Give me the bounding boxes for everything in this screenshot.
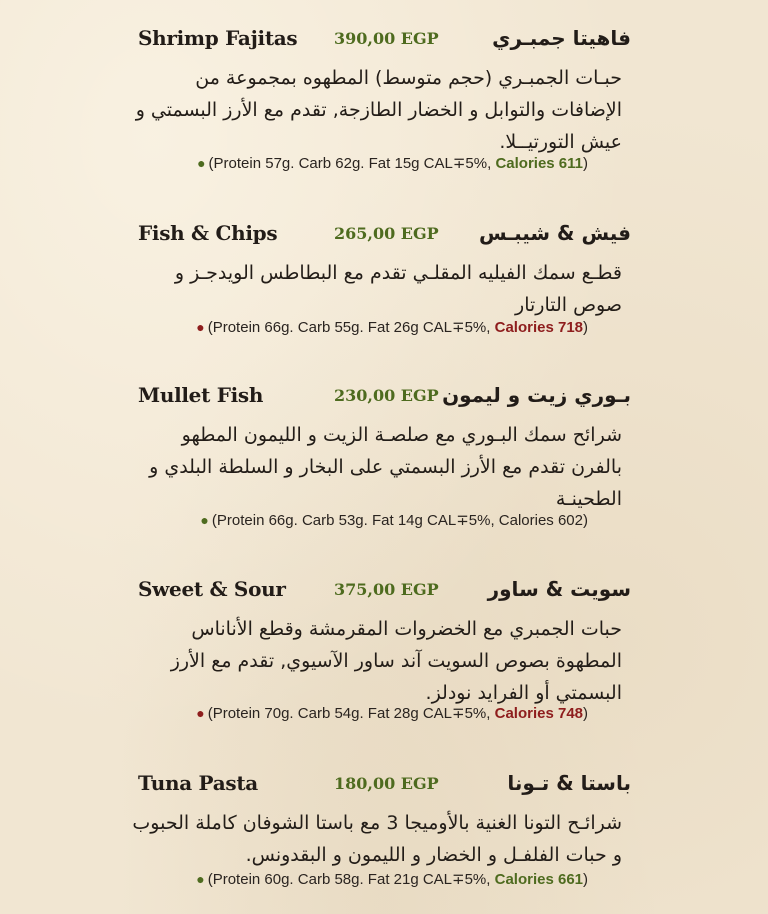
bullet-dot-icon: ● [196, 705, 205, 721]
dish-name-english: Mullet Fish [138, 383, 264, 407]
nutrition-close: ) [583, 155, 588, 172]
menu-item-header [0, 221, 768, 261]
bullet-dot-icon: ● [197, 155, 206, 171]
calories-value: Calories 718 [494, 319, 583, 336]
dish-price: 265,00 EGP [334, 224, 439, 243]
nutrition-info [196, 318, 588, 336]
dish-description: شرائـح التونا الغنية بالأوميجا 3 مع باستا الشوفان كاملة الحبوب و حبات الفلفـل و الخضار و الليمون و البقدونس. [132, 812, 622, 866]
nutrition-info [196, 704, 588, 722]
nutrition-macros: (Protein 70g. Carb 54g. Fat 28g CAL∓5%, [207, 705, 495, 722]
nutrition-close: ) [583, 705, 588, 722]
dish-name-arabic: سويت & ساور [487, 577, 631, 601]
nutrition-macros: (Protein 66g. Carb 53g. Fat 14g CAL∓5%, [211, 512, 499, 529]
dish-price: 390,00 EGP [334, 29, 439, 48]
dish-description: حبـات الجمبـري (حجم متوسط) المطهوه بمجموعة من الإضافات والتوابل و الخضار الطازجة, تقدم مع الأرز البسمتي و عيش التورتيــلا. [135, 67, 622, 153]
menu-item-header [0, 383, 768, 423]
dish-name-english: Sweet & Sour [138, 577, 286, 601]
dish-name-arabic: باستا & تـونا [507, 771, 631, 795]
dish-description: شرائح سمك البـوري مع صلصـة الزيت و الليمون المطهو بالفرن تقدم مع الأرز البسمتي على البخار و السلطة البلدي و الطحينـة [149, 424, 622, 510]
bullet-dot-icon: ● [196, 871, 205, 887]
nutrition-info [200, 511, 588, 529]
nutrition-info [197, 154, 588, 172]
calories-value: Calories 602 [498, 512, 583, 529]
dish-price: 180,00 EGP [334, 774, 439, 793]
dish-price: 375,00 EGP [334, 580, 439, 599]
dish-name-english: Tuna Pasta [138, 771, 258, 795]
dish-name-arabic: فيش & شيبـس [478, 221, 631, 245]
dish-name-arabic: بـوري زيت و ليمون [442, 383, 631, 407]
dish-description: حبات الجمبري مع الخضروات المقرمشة وقطع الأناناس المطهوة بصوص السويت آند ساور الآسيوي, تقدم مع الأرز البسمتي أو الفرايد نودلز. [170, 618, 622, 704]
dish-name-english: Fish & Chips [138, 221, 278, 245]
menu-item-header [0, 26, 768, 66]
nutrition-macros: (Protein 57g. Carb 62g. Fat 15g CAL∓5%, [208, 155, 496, 172]
bullet-dot-icon: ● [196, 319, 205, 335]
bullet-dot-icon: ● [200, 512, 209, 528]
dish-name-english: Shrimp Fajitas [138, 26, 298, 50]
nutrition-info [196, 870, 588, 888]
dish-price: 230,00 EGP [334, 386, 439, 405]
nutrition-macros: (Protein 66g. Carb 55g. Fat 26g CAL∓5%, [207, 319, 495, 336]
calories-value: Calories 661 [494, 871, 583, 888]
nutrition-close: ) [583, 512, 588, 529]
menu-item-header [0, 577, 768, 617]
nutrition-close: ) [583, 319, 588, 336]
dish-name-arabic: فاهيتا جمبـري [492, 26, 631, 50]
menu-item-header [0, 771, 768, 811]
nutrition-macros: (Protein 60g. Carb 58g. Fat 21g CAL∓5%, [207, 871, 495, 888]
calories-value: Calories 748 [494, 705, 583, 722]
calories-value: Calories 611 [495, 155, 583, 172]
dish-description: قطـع سمك الفيليه المقلـي تقدم مع البطاطس الويدجـز و صوص التارتار [174, 262, 622, 316]
nutrition-close: ) [583, 871, 588, 888]
